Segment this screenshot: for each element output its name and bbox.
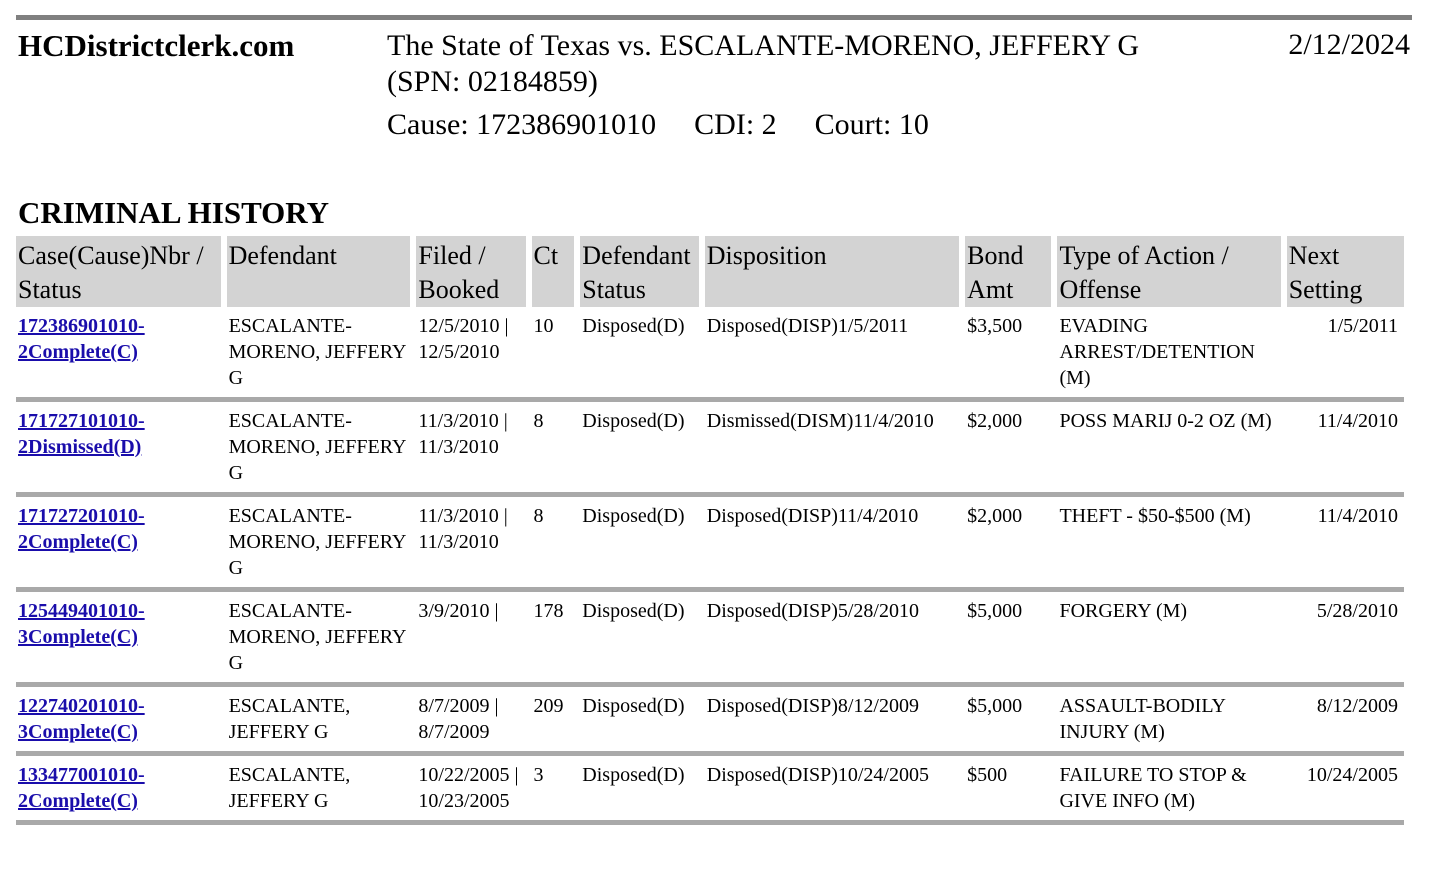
table-header-row bbox=[16, 236, 1404, 307]
filed-cell: 11/3/2010 | 11/3/2010 bbox=[416, 497, 531, 592]
defendant-cell: ESCALANTE-MORENO, JEFFERY G bbox=[227, 497, 417, 592]
status-cell: Disposed(D) bbox=[580, 592, 704, 687]
ct-cell: 209 bbox=[532, 687, 581, 756]
bond-cell: $5,000 bbox=[965, 592, 1057, 687]
defendant-cell: ESCALANTE-MORENO, JEFFERY G bbox=[227, 592, 417, 687]
cdi-value: CDI: 2 bbox=[694, 108, 777, 141]
ct-cell: 3 bbox=[532, 756, 581, 825]
status-cell: Disposed(D) bbox=[580, 402, 704, 497]
column-header: Disposition bbox=[705, 236, 965, 307]
column-header: Bond Amt bbox=[965, 236, 1057, 307]
case-link[interactable]: 171727101010-2Dismissed(D) bbox=[18, 410, 145, 458]
filed-cell: 8/7/2009 | 8/7/2009 bbox=[416, 687, 531, 756]
offense-cell: POSS MARIJ 0-2 OZ (M) bbox=[1057, 402, 1286, 497]
case-link[interactable]: 125449401010-3Complete(C) bbox=[18, 600, 145, 648]
column-header: Type of Action / Offense bbox=[1057, 236, 1286, 307]
bond-cell: $2,000 bbox=[965, 497, 1057, 592]
table-row bbox=[16, 687, 1404, 756]
defendant-cell: ESCALANTE-MORENO, JEFFERY G bbox=[227, 402, 417, 497]
case-link[interactable]: 171727201010-2Complete(C) bbox=[18, 505, 145, 553]
next-setting-cell: 11/4/2010 bbox=[1287, 497, 1404, 592]
filed-cell: 12/5/2010 | 12/5/2010 bbox=[416, 307, 531, 402]
disposition-cell: Disposed(DISP)11/4/2010 bbox=[705, 497, 965, 592]
column-header: Next Setting bbox=[1287, 236, 1404, 307]
column-header: Case(Cause)Nbr / Status bbox=[16, 236, 227, 307]
column-header: Filed / Booked bbox=[416, 236, 531, 307]
ct-cell: 8 bbox=[532, 402, 581, 497]
offense-cell: EVADING ARREST/DETENTION (M) bbox=[1057, 307, 1286, 402]
column-header: Defendant Status bbox=[580, 236, 704, 307]
disposition-cell: Disposed(DISP)8/12/2009 bbox=[705, 687, 965, 756]
offense-cell: FORGERY (M) bbox=[1057, 592, 1286, 687]
ct-cell: 10 bbox=[532, 307, 581, 402]
ct-cell: 178 bbox=[532, 592, 581, 687]
offense-cell: ASSAULT-BODILY INJURY (M) bbox=[1057, 687, 1286, 756]
defendant-cell: ESCALANTE, JEFFERY G bbox=[227, 756, 417, 825]
table-row bbox=[16, 307, 1404, 402]
case-link[interactable]: 172386901010-2Complete(C) bbox=[18, 315, 145, 363]
cause-line bbox=[387, 108, 967, 142]
disposition-cell: Dismissed(DISM)11/4/2010 bbox=[705, 402, 965, 497]
top-rule bbox=[16, 15, 1412, 20]
case-link[interactable]: 133477001010-2Complete(C) bbox=[18, 764, 145, 812]
defendant-cell: ESCALANTE, JEFFERY G bbox=[227, 687, 417, 756]
case-title: The State of Texas vs. ESCALANTE-MORENO, JEFFERY G (SPN: 02184859) bbox=[387, 29, 1140, 98]
section-title: CRIMINAL HISTORY bbox=[18, 195, 329, 230]
table-row bbox=[16, 497, 1404, 592]
offense-cell: FAILURE TO STOP & GIVE INFO (M) bbox=[1057, 756, 1286, 825]
table-row bbox=[16, 592, 1404, 687]
status-cell: Disposed(D) bbox=[580, 756, 704, 825]
disposition-cell: Disposed(DISP)5/28/2010 bbox=[705, 592, 965, 687]
case-link[interactable]: 122740201010-3Complete(C) bbox=[18, 695, 145, 743]
bond-cell: $500 bbox=[965, 756, 1057, 825]
offense-cell: THEFT - $50-$500 (M) bbox=[1057, 497, 1286, 592]
bond-cell: $5,000 bbox=[965, 687, 1057, 756]
column-header: Defendant bbox=[227, 236, 417, 307]
next-setting-cell: 5/28/2010 bbox=[1287, 592, 1404, 687]
bond-cell: $3,500 bbox=[965, 307, 1057, 402]
table-row bbox=[16, 756, 1404, 825]
cause-number: Cause: 172386901010 bbox=[387, 108, 657, 141]
print-date: 2/12/2024 bbox=[1288, 28, 1410, 61]
status-cell: Disposed(D) bbox=[580, 497, 704, 592]
disposition-cell: Disposed(DISP)1/5/2011 bbox=[705, 307, 965, 402]
column-header: Ct bbox=[532, 236, 581, 307]
next-setting-cell: 8/12/2009 bbox=[1287, 687, 1404, 756]
status-cell: Disposed(D) bbox=[580, 307, 704, 402]
filed-cell: 3/9/2010 | bbox=[416, 592, 531, 687]
next-setting-cell: 11/4/2010 bbox=[1287, 402, 1404, 497]
defendant-cell: ESCALANTE-MORENO, JEFFERY G bbox=[227, 307, 417, 402]
bond-cell: $2,000 bbox=[965, 402, 1057, 497]
next-setting-cell: 1/5/2011 bbox=[1287, 307, 1404, 402]
court-value: Court: 10 bbox=[814, 108, 929, 141]
site-name: HCDistrictclerk.com bbox=[18, 28, 295, 63]
disposition-cell: Disposed(DISP)10/24/2005 bbox=[705, 756, 965, 825]
table-row bbox=[16, 402, 1404, 497]
next-setting-cell: 10/24/2005 bbox=[1287, 756, 1404, 825]
ct-cell: 8 bbox=[532, 497, 581, 592]
status-cell: Disposed(D) bbox=[580, 687, 704, 756]
criminal-history-table bbox=[16, 236, 1404, 825]
filed-cell: 11/3/2010 | 11/3/2010 bbox=[416, 402, 531, 497]
filed-cell: 10/22/2005 | 10/23/2005 bbox=[416, 756, 531, 825]
